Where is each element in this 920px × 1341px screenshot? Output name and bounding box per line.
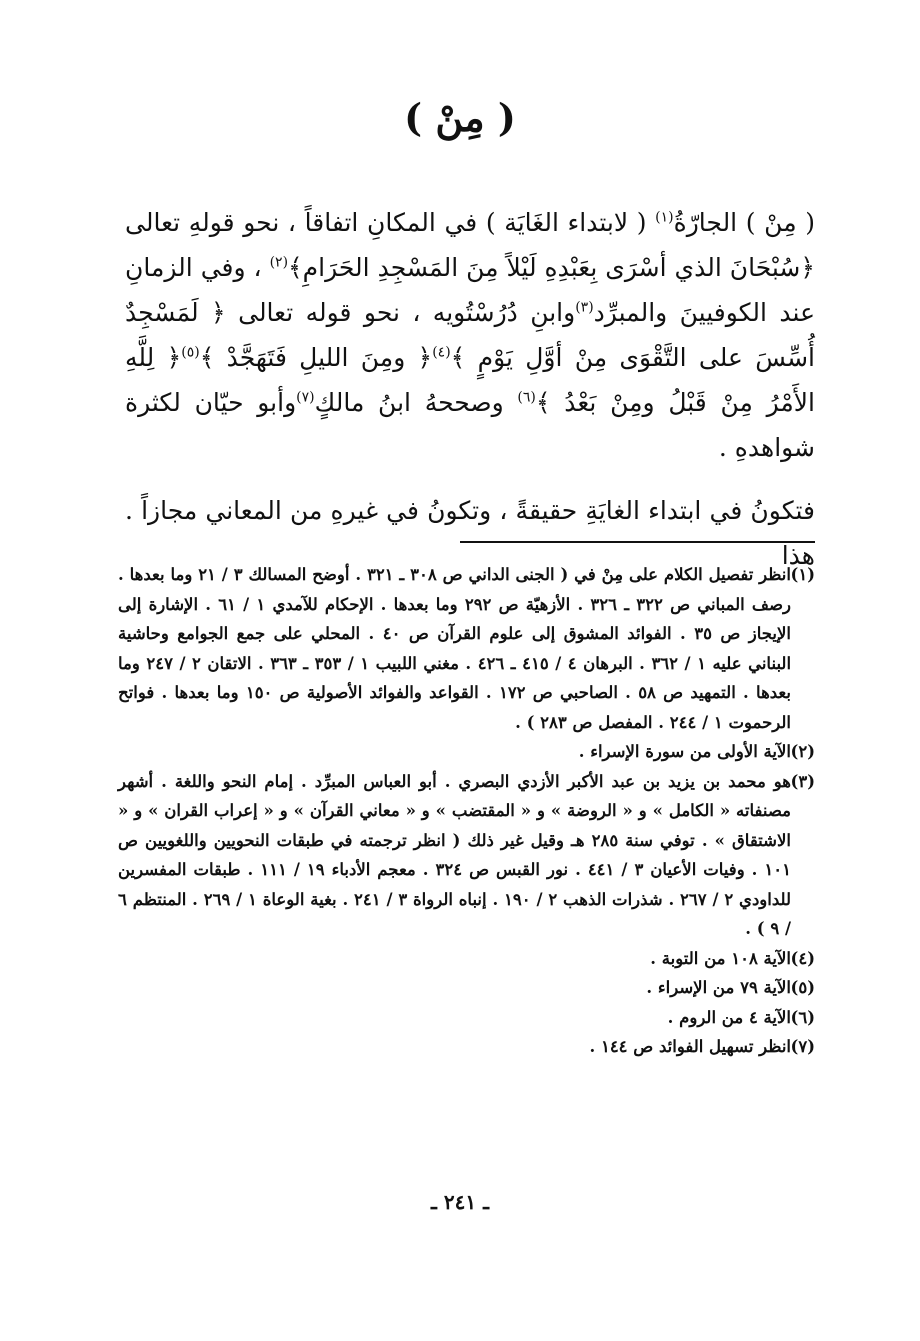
footnote-text: الآية ٤ من الروم .	[667, 1007, 791, 1027]
footnote-marker: (٦)	[517, 389, 536, 406]
footnote-divider	[460, 541, 815, 543]
footnote-marker: (٣)	[575, 299, 594, 316]
footnote	[118, 944, 815, 974]
footnote-marker: (٧)	[296, 389, 315, 406]
main-text-segment: ، وفي الزمانِ عند الكوفيينَ والمبرِّد	[125, 253, 815, 327]
footnote-number: (٣)	[790, 771, 815, 791]
footnote-marker: (٥)	[181, 344, 200, 361]
main-paragraph	[125, 200, 815, 470]
main-text-segment: وابنِ دُرُسْتُويه ، نحو قوله تعالى ﴿ لَمَسْجِدٌ أُسِّسَ على التَّقْوَى مِنْ أوَّلِ يَوْمٍ ﴾	[125, 298, 815, 372]
footnote	[118, 767, 815, 944]
footnote-number: (٥)	[790, 978, 815, 997]
main-text-segment: ( لابتداء الغَايَة ) في المكانِ اتفاقاً ، نحو قولهِ تعالى ﴿سُبْحَانَ الذي أسْرَى بِعَبْدِهِ لَيْلاً مِنَ المَسْجِدِ الحَرَامِ﴾	[125, 208, 815, 282]
main-text-segment: ( مِنْ ) الجارّةُ	[673, 208, 815, 237]
footnote	[118, 973, 815, 1003]
footnote-text: هو محمد بن يزيد بن عبد الأكبر الأزدي البصري . أبو العباس المبرِّد . إمام النحو واللغة . أشهر مصنفاته « الكامل » و « الروضة » و « المقتضب » و « معاني القرآن » و « إعراب القران » و « الاشتقاق » . توفي سنة ٢٨٥ هـ وقيل غير ذلك ( انظر ترجمته في طبقات النحويين واللغويين ص ١٠١ . وفيات الأعيان ٣ / ٤٤١ . نور القبس ص ٣٢٤ . معجم الأدباء ١٩ / ١١١ . طبقات المفسرين للداودي ٢ / ٢٦٧ . شذرات الذهب ٢ / ١٩٠ . إنباه الرواة ٣ / ٢٤١ . بغية الوعاة ١ / ٢٦٩ . المنتظم ٦ / ٩ ) .	[118, 771, 792, 938]
footnote-text: انظر تفصيل الكلام على مِنْ في ( الجنى الداني ص ٣٠٨ ـ ٣٢١ . أوضح المسالك ٣ / ٢١ وما بعدها . رصف المباني ص ٣٢٢ ـ ٣٢٦ . الأزهيّة ص ٢٩٢ وما بعدها . الإحكام للآمدي ١ / ٦١ . الإشارة إلى الإيجاز ص ٣٥ . الفوائد المشوق إلى علوم القرآن ص ٤٠ . المحلي على جمع الجوامع وحاشية البناني عليه ١ / ٣٦٢ . البرهان ٤ / ٤١٥ ـ ٤٢٦ . مغني اللبيب ١ / ٣٥٣ ـ ٣٦٣ . الاتقان ٢ / ٢٤٧ وما بعدها . التمهيد ص ٥٨ . الصاحبي ص ١٧٢ . القواعد والفوائد الأصولية ص ١٥٠ وما بعدها . فواتح الرحموت ١ / ٢٤٤ . المفصل ص ٢٨٣ ) .	[118, 565, 792, 732]
footnote-number: (٤)	[790, 948, 815, 968]
footnote-number: (١)	[790, 565, 815, 584]
footnote-text: الآية ١٠٨ من التوبة .	[650, 948, 791, 968]
main-text	[125, 200, 815, 578]
page-number: ـ ٢٤١ ـ	[431, 1190, 489, 1214]
footnote	[118, 1003, 815, 1033]
footnote	[118, 1032, 815, 1062]
footnote-number: (٢)	[790, 742, 815, 761]
main-text-segment: فتكونُ في ابتداء الغايَةِ حقيقةً ، وتكونُ في غيرهِ من المعاني مجازاً . هذا	[125, 496, 815, 570]
main-text-segment: ﴿ ومِنَ الليلِ فَتَهَجَّدْ ﴾	[199, 343, 433, 372]
footnote-marker: (٢)	[269, 254, 289, 271]
main-text-segment: وأبو حيّان لكثرة شواهدهِ .	[125, 388, 815, 462]
footnote	[118, 560, 815, 737]
main-text-segment: وصححهُ ابنُ مالكٍ	[314, 388, 518, 417]
footnotes	[118, 560, 815, 1062]
footnote-text: الآية الأولى من سورة الإسراء .	[578, 742, 791, 761]
footnote-text: الآية ٧٩ من الإسراء .	[646, 978, 791, 997]
main-text-segment: ﴿ لِلَّهِ الأَمْرُ مِنْ قَبْلُ ومِنْ بَعْدُ ﴾	[125, 343, 815, 417]
footnote	[118, 737, 815, 767]
footnote-number: (٦)	[790, 1007, 815, 1027]
footnote-text: انظر تسهيل الفوائد ص ١٤٤ .	[589, 1037, 791, 1056]
page-title: ( مِنْ )	[404, 95, 516, 140]
footnote-marker: (٤)	[432, 344, 451, 361]
footnote-marker: (١)	[655, 209, 674, 226]
footnote-number: (٧)	[790, 1037, 815, 1056]
